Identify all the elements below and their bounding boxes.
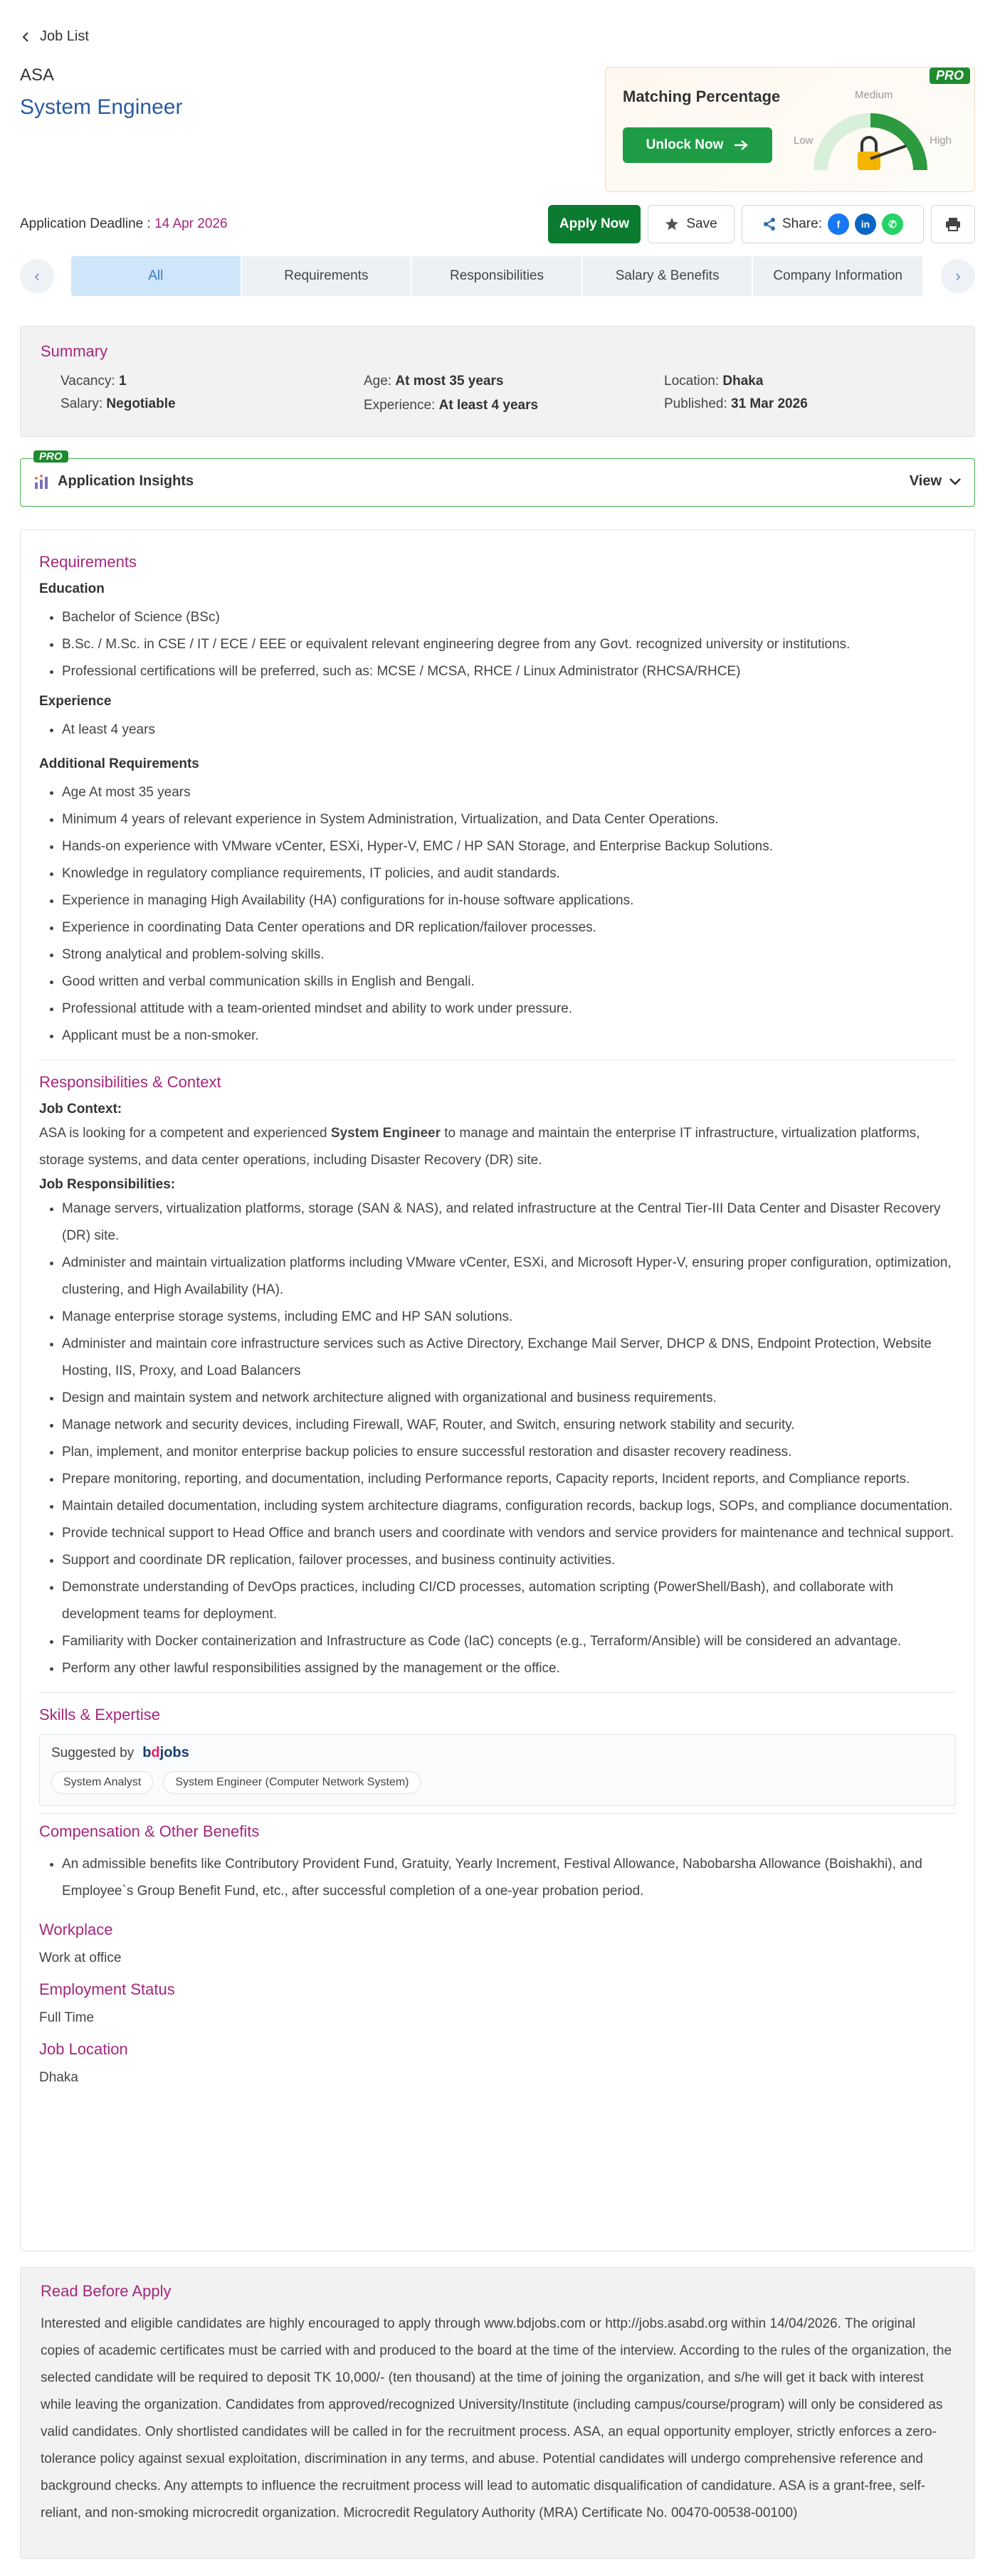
experience-label: Experience: [364,398,436,413]
summary-published [664,396,808,412]
tab-all[interactable]: All [71,256,242,296]
job-location-title: Job Location [39,2040,128,2058]
company-name: ASA [20,65,55,85]
list-item: • Maintain detailed documentation, including system architecture diagrams, configuration records, backup logs, SOPs, and compliance documentation. [62,1493,956,1520]
logo-part-jobs: jobs [159,1745,189,1761]
job-details-content [20,529,975,2252]
gauge-low-label: Low [794,134,814,147]
additional-requirements-title: Additional Requirements [39,756,199,771]
age-label: Age: [364,374,392,389]
summary-title: Summary [41,342,108,360]
pro-badge: PRO [930,68,970,84]
section-tabs [20,255,975,297]
bdjobs-logo [142,1745,189,1761]
printer-icon [945,217,961,231]
chevron-right-icon: › [955,267,961,285]
employment-status-value: Full Time [39,2010,95,2025]
location-value: Dhaka [722,374,764,389]
skill-chip[interactable]: System Engineer (Computer Network System) [163,1771,421,1794]
list-item: • Manage servers, virtualization platforms, storage (SAN & NAS), and related infrastructure at the Central Tier-III Data Center and Disaster Recovery (DR) site. [62,1195,956,1250]
list-item: • Experience in coordinating Data Center operations and DR replication/failover processes. [62,914,956,941]
vacancy-value: 1 [119,374,127,389]
job-context-title: Job Context: [39,1102,122,1117]
published-value: 31 Mar 2026 [731,396,808,411]
skill-chip[interactable]: System Analyst [51,1771,153,1794]
list-item: • Good written and verbal communication skills in English and Bengali. [62,968,956,996]
skills-box [39,1734,956,1806]
skills-title: Skills & Expertise [39,1706,160,1724]
list-item: • Minimum 4 years of relevant experience in System Administration, Virtualization, and Data Center Operations. [62,806,956,833]
list-item: • Prepare monitoring, reporting, and documentation, including Performance reports, Capacity reports, Incident reports, and Compliance reports. [62,1466,956,1493]
back-label: Job List [40,28,89,44]
save-label: Save [686,216,717,231]
apply-now-button[interactable]: Apply Now [548,205,641,243]
tab-responsibilities[interactable]: Responsibilities [412,256,583,296]
list-item: • Applicant must be a non-smoker. [62,1023,956,1050]
salary-value: Negotiable [106,396,176,411]
vacancy-label: Vacancy: [60,374,115,389]
list-item: • Design and maintain system and network architecture aligned with organizational and business requirements. [62,1385,956,1412]
tab-scroll-right-button[interactable] [941,259,975,293]
save-button[interactable] [648,205,735,243]
gauge-medium-label: Medium [855,89,893,101]
application-insights-panel[interactable] [20,450,975,507]
list-item: • Familiarity with Docker containerization and Infrastructure as Code (IaC) concepts (e.g., Terraform/Ansible) will be considered an advantage. [62,1628,956,1655]
logo-part-d: d [151,1745,160,1761]
published-label: Published: [664,396,727,411]
workplace-title: Workplace [39,1921,113,1938]
read-before-apply-text: Interested and eligible candidates are highly encouraged to apply through www.bdjobs.com or http://jobs.asabd.org within 14/04/2026. The original copies of academic certificates must be carried with and produced to the board at the time of the interview. According to the rules of the organization, the selected candidate will be required to deposit TK 10,000/- (ten thousand) at the time of joining the organization, and s/he will get it back with interest while leaving the organization. Candidates from approved/recognized University/Institute (including campus/course/program) will only be considered as valid candidates. Only shortlisted candidates will be called in for the recruitment process. ASA, an equal opportunity employer, strictly enforces a zero-tolerance policy against sexual exploitation, discrimination in any terms, and abuse. Potential candidates will undergo comprehensive reference and background checks. Any attempts to influence the recruitment process will lead to automatic disqualification of candidature. ASA is a grant-free, self-reliant, and non-smoking microcredit organization. Microcredit Regulatory Authority (MRA) Certificate No. 00470-00538-00100) [41,2316,952,2520]
suggested-by [51,1745,944,1761]
list-item: • Demonstrate understanding of DevOps practices, including CI/CD processes, automation scripting (PowerShell/Bash), and collaborate with development teams for deployment. [62,1574,956,1628]
list-item: • Professional attitude with a team-oriented mindset and ability to work under pressure. [62,996,956,1023]
age-value: At most 35 years [395,374,504,389]
read-before-apply-card [20,2267,975,2559]
list-item: • Plan, implement, and monitor enterprise backup policies to ensure successful restoration and disaster recovery readiness. [62,1439,956,1466]
responsibilities-title: Responsibilities & Context [39,1073,221,1091]
insights-title: Application Insights [58,473,194,489]
summary-card [20,326,975,437]
view-label: View [909,473,942,489]
job-location-value: Dhaka [39,2070,78,2085]
context-text-end: to manage and maintain the enterprise IT infrastructure, virtualization platforms, storage systems, and data center operations, including Disaster Recovery (DR) site. [39,1126,920,1168]
compensation-title: Compensation & Other Benefits [39,1822,260,1840]
list-item: • Experience in managing High Availability (HA) configurations for in-house software applications. [62,887,956,914]
list-item: • Administer and maintain virtualization platforms including VMware vCenter, ESXi, and Microsoft Hyper-V, ensuring proper configuration, optimization, clustering, and High Availability (HA). [62,1250,956,1304]
application-deadline [20,216,228,232]
deadline-date: 14 Apr 2026 [154,216,228,231]
chevron-down-icon [949,477,962,486]
skill-chips [51,1771,944,1794]
job-title: System Engineer [20,95,183,119]
summary-vacancy [60,374,127,389]
responsibilities-list [39,1195,956,1682]
facebook-icon[interactable]: f [828,213,849,235]
list-item: • Professional certifications will be preferred, such as: MCSE / MCSA, RHCE / Linux Administrator (RHCSA/RHCE) [62,658,956,685]
context-role: System Engineer [330,1126,441,1141]
tab-requirements[interactable]: Requirements [242,256,413,296]
matching-title: Matching Percentage [623,88,781,105]
whatsapp-icon[interactable]: ✆ [882,213,903,235]
share-label: Share: [782,216,822,231]
insights-view-toggle[interactable] [910,473,962,490]
summary-location [664,374,763,389]
location-label: Location: [664,374,720,389]
summary-age [364,374,503,389]
read-before-apply-title: Read Before Apply [41,2282,172,2300]
list-item: • Administer and maintain core infrastructure services such as Active Directory, Exchange Mail Server, DHCP & DNS, Endpoint Protection, Website Hosting, IIS, Proxy, and Load Balancers [62,1331,956,1385]
divider [39,1813,956,1814]
list-item: • Provide technical support to Head Office and branch users and coordinate with vendors and service providers for maintenance and technical support. [62,1520,956,1547]
additional-requirements-list [39,779,956,1050]
unlock-label: Unlock Now [646,137,724,152]
tab-company-information[interactable]: Company Information [753,256,924,296]
experience-list [39,717,956,744]
gauge-high-label: High [930,134,952,147]
back-to-job-list-link[interactable] [20,28,89,45]
divider [39,1692,956,1693]
salary-label: Salary: [60,396,103,411]
deadline-label: Application Deadline : [20,216,151,231]
chevron-left-icon: ‹ [34,267,40,285]
match-gauge [792,86,952,179]
linkedin-icon[interactable]: in [855,213,876,235]
list-item: • Bachelor of Science (BSc) [62,604,956,631]
pro-badge: PRO [33,450,68,463]
requirements-title: Requirements [39,553,137,571]
job-context-text [39,1120,956,1174]
tab-list [71,256,924,296]
tab-scroll-left-button[interactable] [20,259,54,293]
list-item: • Support and coordinate DR replication, failover processes, and business continuity activities. [62,1547,956,1574]
suggested-label: Suggested by [51,1745,135,1761]
insights-chart-icon [33,474,51,490]
list-item: • An admissible benefits like Contributory Provident Fund, Gratuity, Yearly Increment, Festival Allowance, Nabobarsha Allowance (Boishakhi), and Employee`s Group Benefit Fund, etc., after successful completion of a one-year probation period. [62,1851,956,1905]
summary-salary [60,396,176,412]
workplace-value: Work at office [39,1951,122,1965]
unlock-now-button[interactable] [623,127,772,163]
list-item: • Strong analytical and problem-solving skills. [62,941,956,968]
share-icon [762,217,776,231]
experience-title: Experience [39,694,112,709]
list-item: • B.Sc. / M.Sc. in CSE / IT / ECE / EEE or equivalent relevant engineering degree from any Govt. recognized university or institutions. [62,631,956,658]
matching-percentage-card [605,67,975,192]
education-title: Education [39,581,105,596]
list-item: • Perform any other lawful responsibilities assigned by the management or the office. [62,1655,956,1682]
job-responsibilities-title: Job Responsibilities: [39,1177,176,1192]
list-item: • At least 4 years [62,717,956,744]
star-icon [665,217,679,231]
employment-status-title: Employment Status [39,1980,175,1998]
tab-salary-benefits[interactable]: Salary & Benefits [583,256,754,296]
logo-part-b: b [142,1745,152,1761]
action-bar [548,205,975,243]
summary-experience [364,398,538,413]
list-item: • Knowledge in regulatory compliance requirements, IT policies, and audit standards. [62,860,956,887]
list-item: • Manage network and security devices, including Firewall, WAF, Router, and Switch, ensuring network stability and security. [62,1412,956,1439]
list-item: • Manage enterprise storage systems, including EMC and HP SAN solutions. [62,1304,956,1331]
share-group [742,205,924,243]
context-text-start: ASA is looking for a competent and experienced [39,1126,331,1141]
list-item: • Age At most 35 years [62,779,956,806]
arrow-right-icon [733,139,749,151]
compensation-list [39,1851,956,1905]
insights-title-group [33,473,194,490]
education-list [39,604,956,685]
experience-value: At least 4 years [438,398,539,413]
chevron-left-icon [20,31,31,43]
list-item: • Hands-on experience with VMware vCenter, ESXi, Hyper-V, EMC / HP SAN Storage, and Enterprise Backup Solutions. [62,833,956,860]
print-button[interactable] [931,205,975,243]
